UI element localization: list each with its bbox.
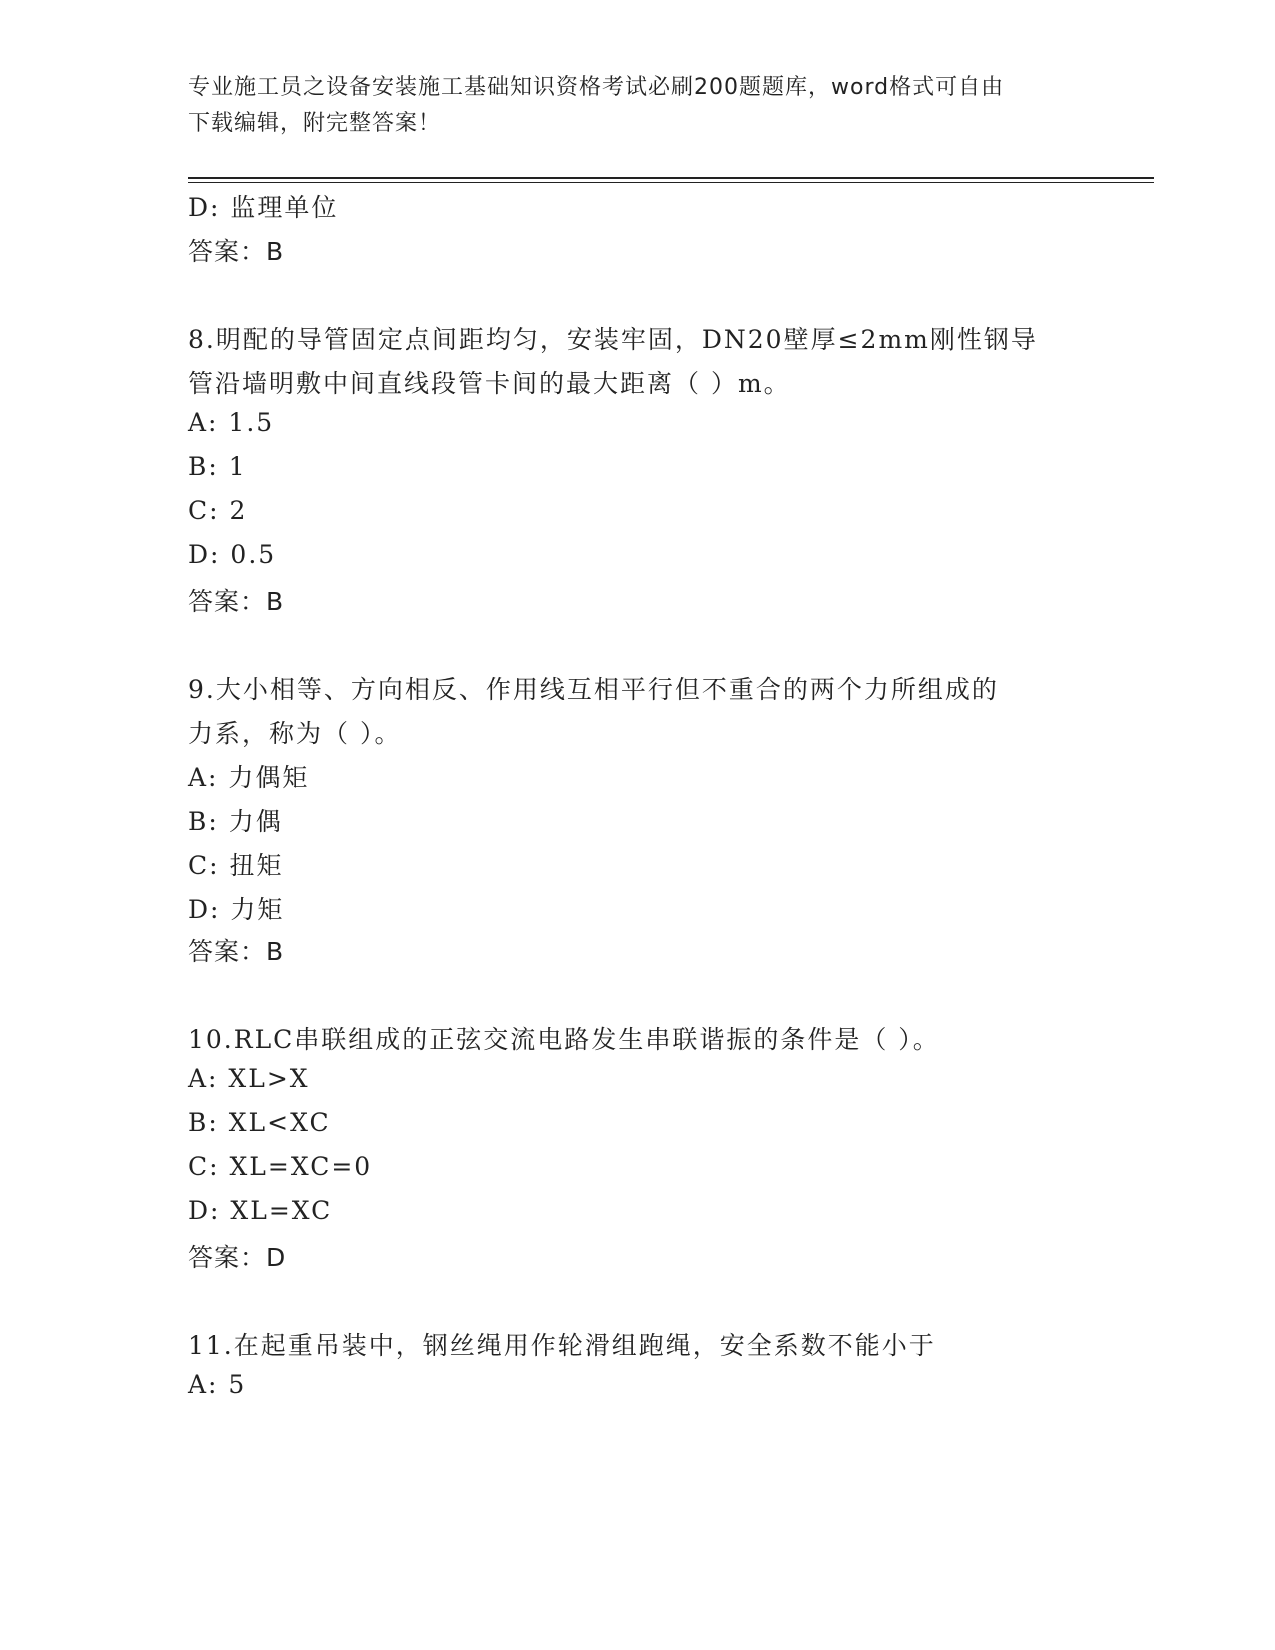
q9-stem-line-1: 9.大小相等、方向相反、作用线互相平行但不重合的两个力所组成的	[188, 675, 999, 704]
q9-stem-line-2: 力系，称为（ ）。	[188, 719, 402, 748]
q8-option-a: A: 1.5	[188, 408, 275, 437]
q9-answer: 答案：B	[188, 937, 285, 966]
q9-option-b: B: 力偶	[188, 807, 283, 836]
q7-answer: 答案：B	[188, 237, 285, 266]
q10-answer: 答案：D	[188, 1243, 287, 1272]
q10-stem-line-1: 10.RLC串联组成的正弦交流电路发生串联谐振的条件是（ ）。	[188, 1025, 940, 1054]
q8-option-c: C: 2	[188, 496, 248, 525]
q8-option-d: D: 0.5	[188, 540, 277, 569]
q9-option-a: A: 力偶矩	[188, 763, 310, 792]
q8-answer: 答案：B	[188, 587, 285, 616]
q9-option-c: C: 扭矩	[188, 851, 284, 880]
q10-option-c: C: XL=XC=0	[188, 1152, 373, 1181]
q11-option-a: A: 5	[188, 1370, 247, 1399]
q10-option-d: D: XL=XC	[188, 1196, 333, 1225]
q8-option-b: B: 1	[188, 452, 247, 481]
q7-option-d: D: 监理单位	[188, 193, 339, 222]
q8-stem-line-1: 8.明配的导管固定点间距均匀，安装牢固，DN20壁厚≤2mm刚性钢导	[188, 325, 1038, 354]
q8-stem-line-2: 管沿墙明敷中间直线段管卡间的最大距离（ ）m。	[188, 369, 791, 398]
q9-option-d: D: 力矩	[188, 895, 285, 924]
q11-stem-line-1: 11.在起重吊装中，钢丝绳用作轮滑组跑绳，安全系数不能小于	[188, 1331, 936, 1360]
header-line-1: 专业施工员之设备安装施工基础知识资格考试必刷200题题库，word格式可自由	[188, 75, 1005, 100]
page-header	[188, 70, 1088, 142]
header-divider-thin	[188, 182, 1154, 183]
header-divider-thick	[188, 177, 1154, 179]
q10-option-a: A: XL>X	[188, 1064, 310, 1093]
header-line-2: 下载编辑，附完整答案！	[188, 111, 442, 136]
q10-option-b: B: XL<XC	[188, 1108, 331, 1137]
